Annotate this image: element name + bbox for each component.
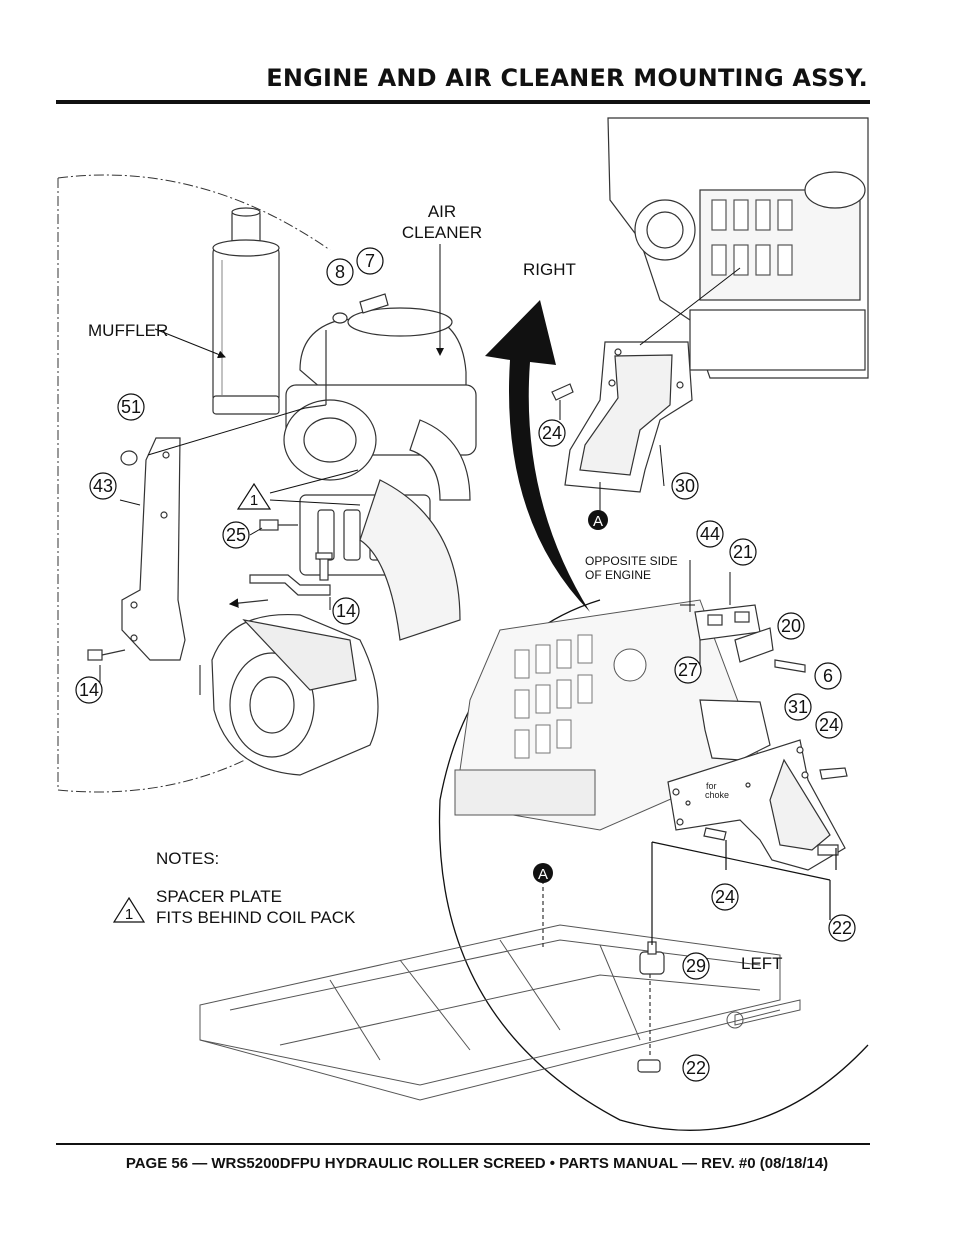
note-line: FITS BEHIND COIL PACK [156, 908, 356, 927]
callout-label: 43 [92, 476, 114, 496]
page-title: ENGINE AND AIR CLEANER MOUNTING ASSY. [266, 64, 868, 92]
muffler-drawing [213, 208, 279, 414]
right-label: RIGHT [523, 260, 576, 279]
callout-label: 44 [699, 524, 721, 544]
callout-label: 27 [677, 660, 699, 680]
for-label: for [706, 781, 717, 791]
choke-label: choke [705, 790, 730, 800]
callout-label: 25 [225, 525, 247, 545]
callout-label: 30 [674, 476, 696, 496]
triangle-number: 1 [249, 492, 259, 509]
callout-label: 29 [685, 956, 707, 976]
opposite-side-label: OPPOSITE SIDE [585, 554, 678, 568]
callout-label: 20 [780, 616, 802, 636]
callout-label: 24 [818, 715, 840, 735]
callout-label: 21 [732, 542, 754, 562]
notes-heading: NOTES: [156, 849, 220, 868]
callout-label: 14 [78, 680, 100, 700]
spacer-note-triangle [238, 484, 270, 509]
footer-rule [56, 1143, 870, 1145]
callout-label: 22 [831, 918, 853, 938]
callout-label: 6 [822, 666, 834, 686]
left-label: LEFT [741, 954, 783, 973]
callout-label: 22 [685, 1058, 707, 1078]
air-cleaner-label: CLEANER [401, 223, 483, 242]
air-cleaner-label: AIR [427, 202, 457, 221]
ref-marker-label: A [537, 866, 549, 883]
frame-drawing [200, 925, 800, 1100]
callout-label: 31 [787, 697, 809, 717]
callout-label: 14 [335, 601, 357, 621]
note-line: SPACER PLATE [156, 887, 282, 906]
notes-block [114, 849, 356, 927]
muffler-label: MUFFLER [88, 321, 169, 340]
opposite-side-label: OF ENGINE [585, 568, 652, 582]
callout-label: 7 [364, 251, 376, 271]
muffler-bracket-drawing [88, 438, 185, 660]
callout-label: 24 [541, 423, 563, 443]
flywheel-housing-drawing [212, 615, 378, 775]
note-number: 1 [124, 906, 134, 923]
callout-label: 8 [334, 262, 346, 282]
callout-label: 24 [714, 887, 736, 907]
page-footer: PAGE 56 — WRS5200DFPU HYDRAULIC ROLLER SCREED • PARTS MANUAL — REV. #0 (08/18/14) [125, 1155, 829, 1172]
callout-label: 51 [120, 397, 142, 417]
ref-marker-label: A [592, 513, 604, 530]
